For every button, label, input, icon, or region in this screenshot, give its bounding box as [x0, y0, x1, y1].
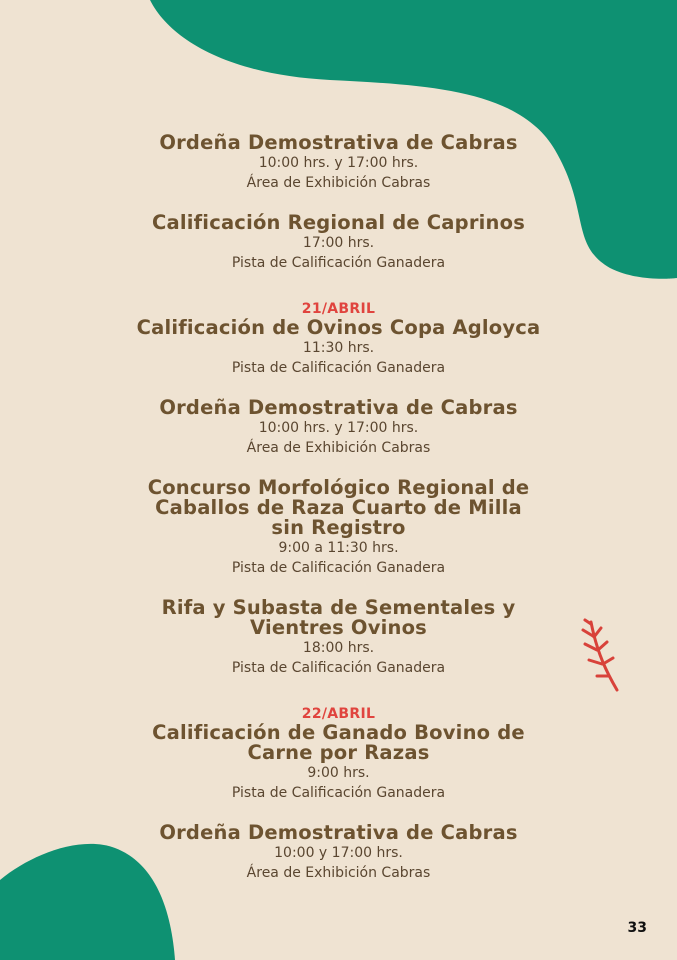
event-place: Área de Exhibición Cabras	[246, 440, 431, 456]
event-time: 18:00 hrs.	[302, 640, 375, 656]
event-time: 9:00 hrs.	[307, 765, 370, 781]
event-list	[0, 133, 677, 903]
event-time: 17:00 hrs.	[302, 235, 375, 251]
event-title: Ordeña Demostrativa de Cabras	[159, 396, 518, 419]
event-place: Área de Exhibición Cabras	[246, 865, 431, 881]
event-place: Área de Exhibición Cabras	[246, 175, 431, 191]
event-item	[0, 213, 677, 273]
event-item	[0, 301, 677, 378]
event-title: Rifa y Subasta de Sementales y Vientres Ovinos	[161, 596, 516, 639]
event-time: 10:00 y 17:00 hrs.	[274, 845, 403, 861]
event-date: 22/ABRIL	[301, 706, 376, 722]
event-time: 11:30 hrs.	[302, 340, 375, 356]
event-item	[0, 823, 677, 883]
event-title: Concurso Morfológico Regional de Caballos de Raza Cuarto de Milla sin Registro	[147, 476, 530, 539]
event-title: Ordeña Demostrativa de Cabras	[159, 821, 518, 844]
event-time: 10:00 hrs. y 17:00 hrs.	[258, 155, 419, 171]
event-title: Calificación Regional de Caprinos	[151, 211, 525, 234]
event-title: Calificación de Ovinos Copa Agloyca	[136, 316, 541, 339]
event-date: 21/ABRIL	[301, 301, 376, 317]
event-item	[0, 478, 677, 578]
event-time: 9:00 a 11:30 hrs.	[278, 540, 399, 556]
event-title: Ordeña Demostrativa de Cabras	[159, 131, 518, 154]
page-number: 33	[627, 920, 647, 936]
event-item	[0, 706, 677, 803]
event-place: Pista de Calificación Ganadera	[231, 785, 446, 801]
event-place: Pista de Calificación Ganadera	[231, 560, 446, 576]
event-item	[0, 133, 677, 193]
event-place: Pista de Calificación Ganadera	[231, 360, 446, 376]
event-item	[0, 398, 677, 458]
event-place: Pista de Calificación Ganadera	[231, 255, 446, 271]
event-place: Pista de Calificación Ganadera	[231, 660, 446, 676]
event-time: 10:00 hrs. y 17:00 hrs.	[258, 420, 419, 436]
event-item	[0, 598, 677, 678]
event-title: Calificación de Ganado Bovino de Carne por Razas	[152, 721, 525, 764]
